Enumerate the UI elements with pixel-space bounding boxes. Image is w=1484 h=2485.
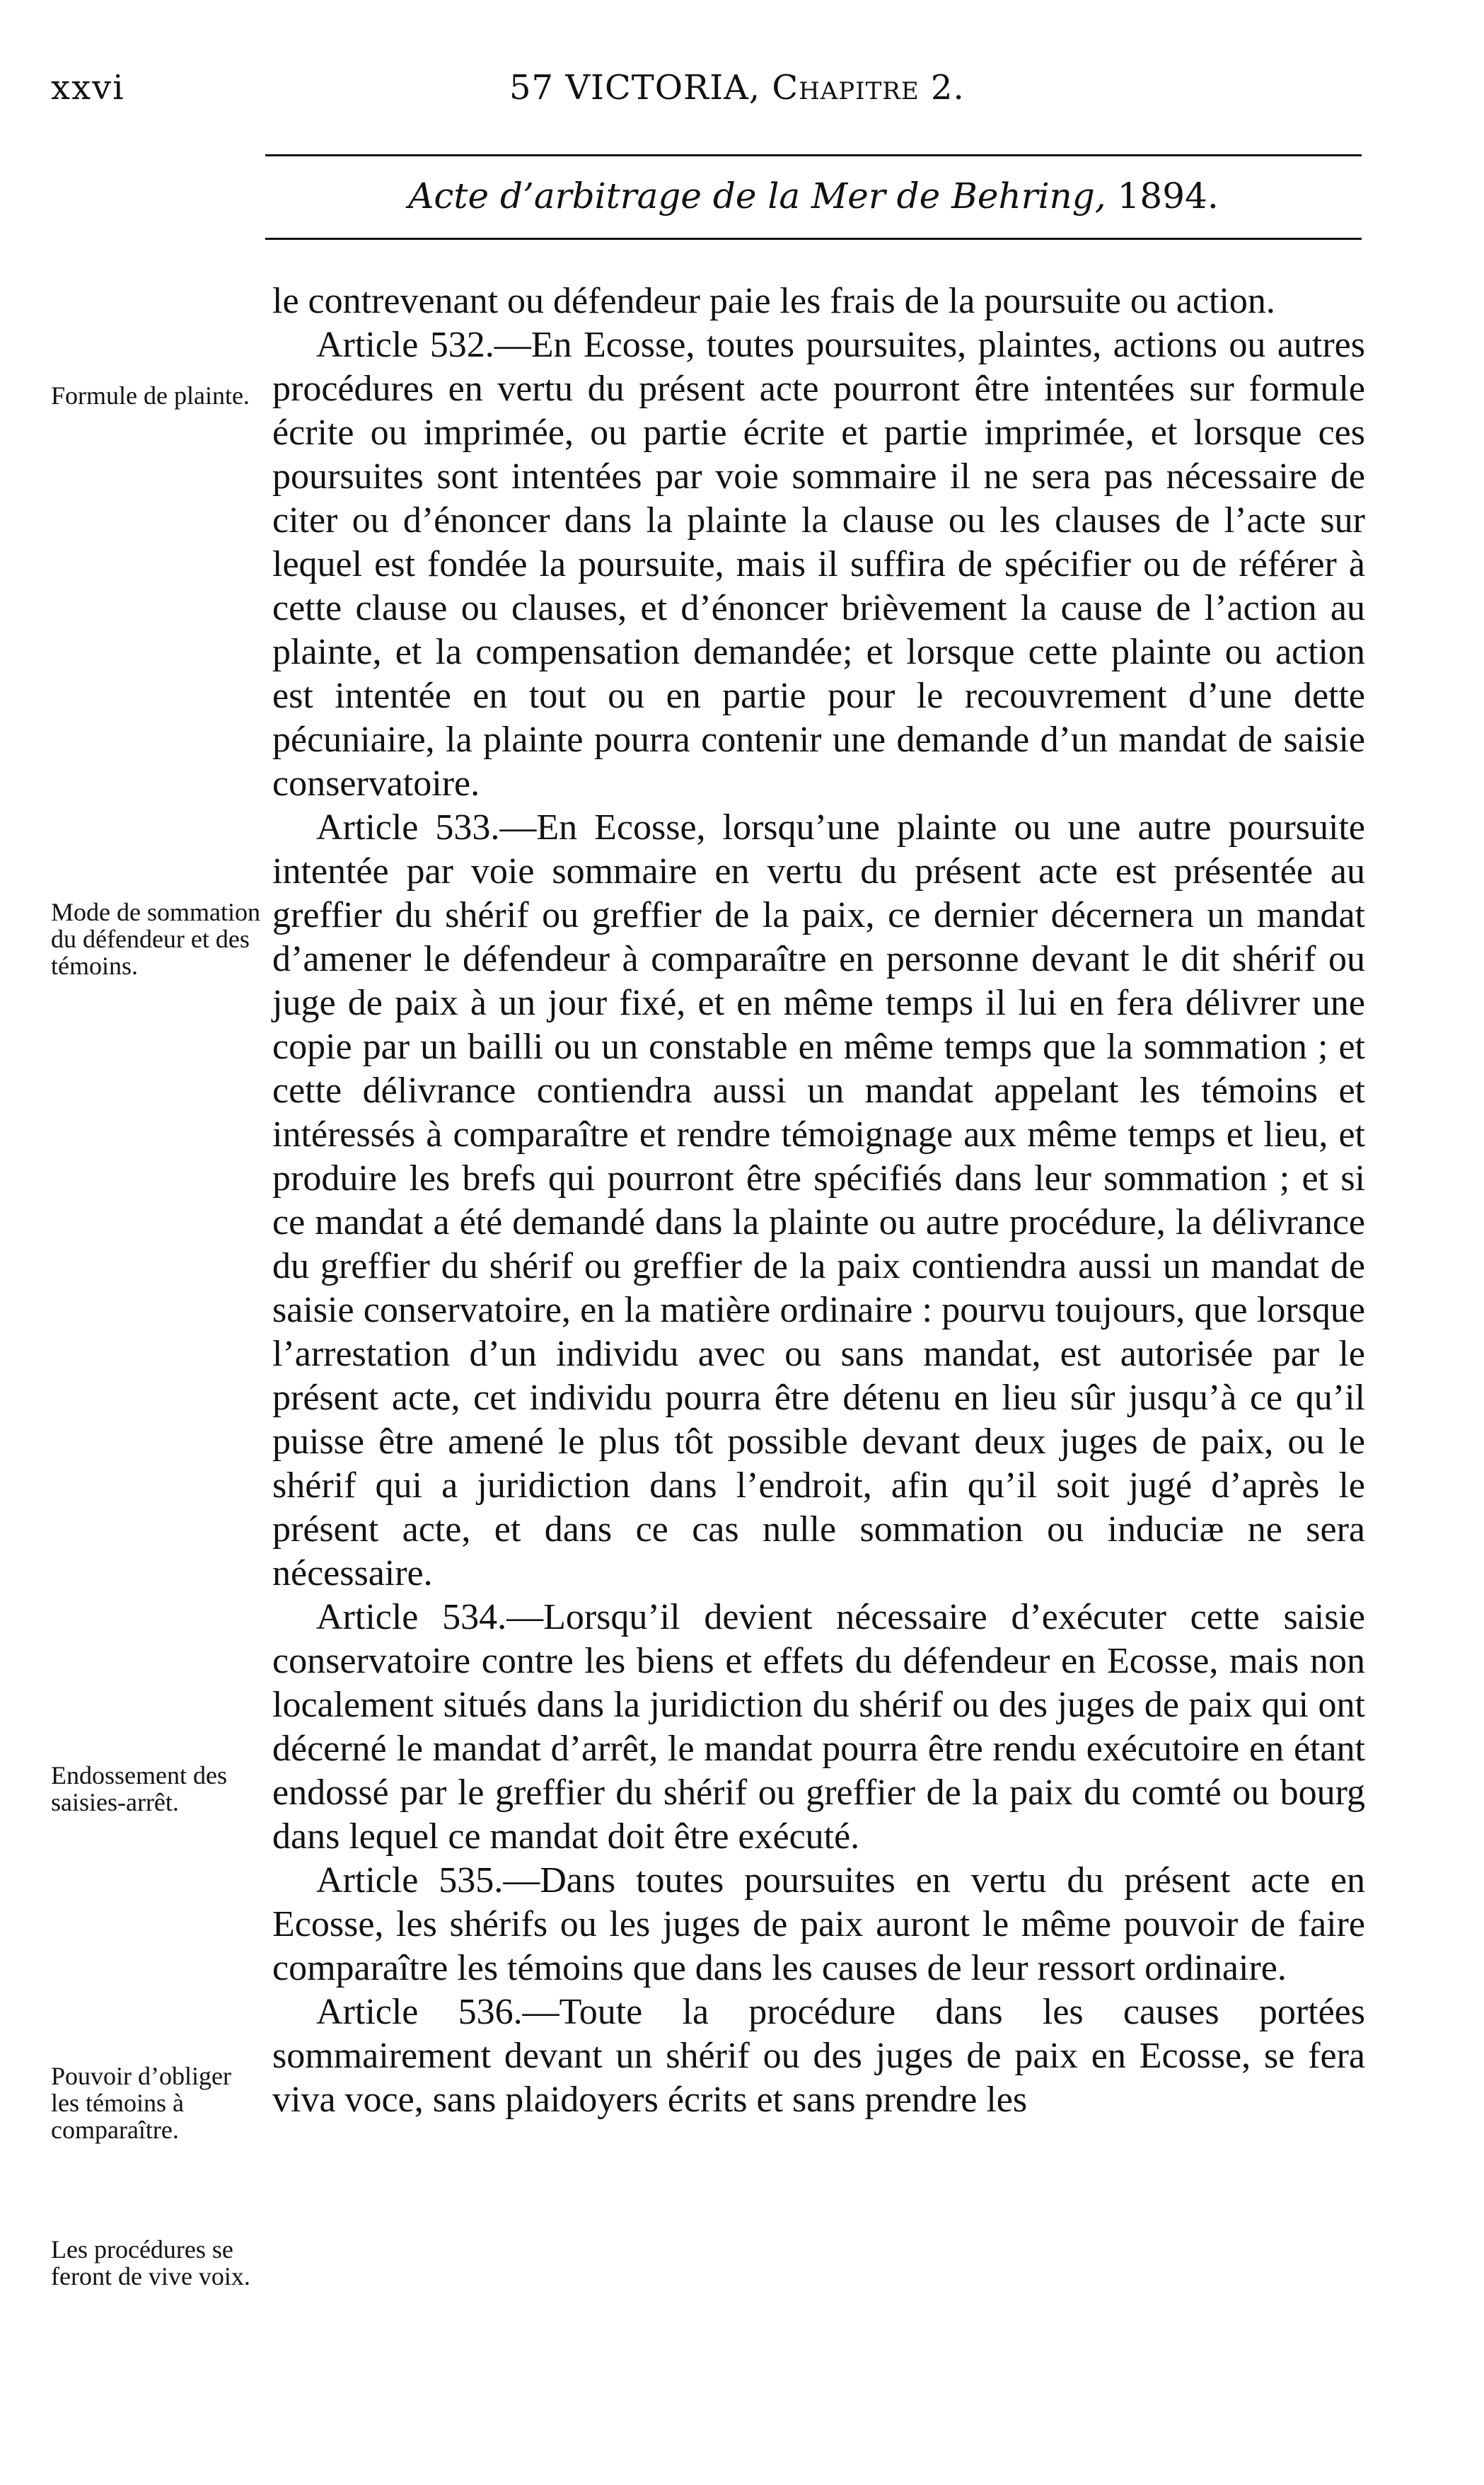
paragraph-article-533: Article 533.—En Ecosse, lorsqu’une plainte ou une autre poursuite intentée par voie sommaire en vertu du présent acte est présentée au greffier du shérif ou greffier de la paix, ce dernier décernera un mandat d’amener le défendeur à comparaître en personne devant le dit shérif ou juge de paix à un jour fixé, et en même temps il lui en fera délivrer une copie par un bailli ou un constable en même temps que la sommation ; et cette délivrance contiendra aussi un mandat appelant les témoins et intéressés à comparaître et rendre témoignage aux même temps et lieu, et produire les brefs qui pourront être spécifiés dans leur sommation ; et si ce mandat a été demandé dans la plainte ou autre procédure, la délivrance du greffier du shérif ou greffier de la paix contiendra aussi un mandat de saisie conservatoire, en la matière ordinaire : pourvu toujours, que lorsque l’arrestation d’un individu avec ou sans mandat, est autorisée par le présent acte, cet individu pourra être détenu en lieu sûr jusqu’à ce qu’il puisse être amené le plus tôt possible devant deux juges de paix, ou le shérif qui a juridiction dans l’endroit, afin qu’il soit jugé d’après le présent acte, et dans ce cas nulle sommation ou induciæ ne sera nécessaire.	[272, 807, 1365, 1593]
paragraph-article-532: Article 532.—En Ecosse, toutes poursuites, plaintes, actions ou autres procédures en vertu du présent acte pourront être intentées sur formule écrite ou imprimée, ou partie écrite et partie imprimée, et lorsque ces poursuites sont intentées par voie sommaire il ne sera pas nécessaire de citer ou d’énoncer dans la plainte la clause ou les clauses de l’acte sur lequel est fondée la poursuite, mais il suffira de spécifier ou de référer à cette clause ou clauses, et d’énoncer brièvement la cause de l’action au plainte, et la compensation demandée; et lorsque cette plainte ou action est intentée en tout ou en partie pour le recouvrement d’une dette pécuniaire, la plainte pourra contenir une demande d’un mandat de saisie conservatoire.	[272, 325, 1365, 804]
body-text	[272, 279, 1365, 2122]
header-rule-bottom	[265, 238, 1362, 240]
paragraph-article-535: Article 535.—Dans toutes poursuites en vertu du présent acte en Ecosse, les shérifs ou les juges de paix auront le même pouvoir de faire comparaître les témoins que dans les causes de leur ressort ordinaire.	[272, 1860, 1365, 1988]
page-header	[0, 68, 1484, 110]
margin-note-sommation: Mode de sommation du défendeur et des témoins.	[51, 898, 260, 980]
act-title	[265, 175, 1362, 217]
paragraph-article-534: Article 534.—Lorsqu’il devient nécessaire d’exécuter cette saisie conservatoire contre les biens et effets du défendeur en Ecosse, mais non localement situés dans la juridiction du shérif ou des juges de paix qui ont décerné le mandat d’arrêt, le mandat pourra être rendu exécutoire en étant endossé par le greffier du shérif ou greffier de la paix du comté ou bourg dans lequel ce mandat doit être exécuté.	[272, 1597, 1365, 1857]
margin-note-temoins: Pouvoir d’obliger les témoins à comparaître.	[51, 2062, 231, 2144]
paragraph-article-536: Article 536.—Toute la procédure dans les causes portées sommairement devant un shérif ou des juges de paix en Ecosse, se fera viva voce, sans plaidoyers écrits et sans prendre les	[272, 1992, 1365, 2120]
act-title-text: Acte d’arbitrage de la Mer de Behring,	[408, 175, 1106, 217]
running-head-title: 57 VICTORIA,	[509, 68, 761, 108]
running-head	[509, 68, 965, 108]
margin-note-endossement: Endossement des saisies-arrêt.	[51, 1761, 227, 1816]
paragraph-continuation: le contrevenant ou défendeur paie les frais de la poursuite ou action.	[272, 281, 1275, 321]
page-number: xxvi	[51, 68, 125, 108]
chapter-label: Chapitre 2.	[772, 68, 965, 108]
act-year: 1894.	[1117, 175, 1219, 217]
header-rule-top	[265, 154, 1362, 156]
margin-note-procedures: Les procédures se feront de vive voix.	[51, 2235, 250, 2290]
margin-note-formule: Formule de plainte.	[51, 381, 250, 410]
